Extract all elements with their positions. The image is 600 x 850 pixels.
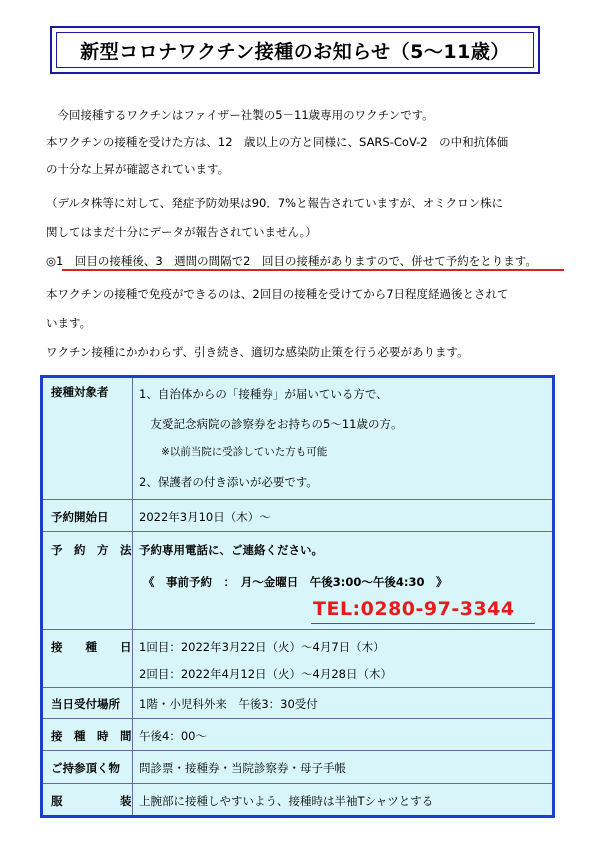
- table-row-method: [43, 531, 552, 629]
- row-content: [133, 719, 552, 750]
- target-line: 2、保護者の付き添いが必要です。: [139, 475, 318, 489]
- reservation-hours: 《 事前予約 ： 月～金曜日 午後3:00～午後4:30 》: [143, 575, 448, 589]
- items-to-bring: 問診票・接種券・当院診察券・母子手帳: [139, 761, 346, 775]
- start-date: 2022年3月10日（木）～: [139, 510, 271, 524]
- dose-2-dates: 2回目：2022年4月12日（火）～4月28日（木）: [139, 667, 392, 681]
- info-table: [40, 375, 555, 818]
- row-content: [133, 630, 552, 687]
- row-content: [133, 688, 552, 718]
- row-content: [133, 500, 552, 531]
- vaccination-time: 午後4：00～: [139, 729, 207, 743]
- method-line: 予約専用電話に、ご連絡ください。: [139, 543, 323, 557]
- page-title: 新型コロナワクチン接種のお知らせ（5～11歳）: [56, 32, 534, 68]
- table-row-start: [43, 499, 552, 531]
- important-notice: ◎1 回目の接種後、3 週間の間隔で2 回目の接種がありますので、併せて予約をとります。: [46, 254, 537, 268]
- row-content: [133, 751, 552, 783]
- row-label: 当日受付場所: [43, 688, 133, 718]
- title-frame: [50, 26, 540, 74]
- table-row-bring: [43, 750, 552, 783]
- paragraph-line: （デルタ株等に対して、発症予防効果は90．7%と報告されていますが、オミクロン株に: [46, 196, 504, 210]
- row-content: [133, 784, 552, 815]
- row-label: 接種対象者: [43, 378, 133, 499]
- target-note: ※以前当院に受診していた方も可能: [161, 446, 328, 458]
- row-content: [133, 378, 552, 499]
- phone-underline: [311, 623, 535, 624]
- table-row-dates: [43, 629, 552, 687]
- paragraph-line: ワクチン接種にかかわらず、引き続き、適切な感染防止策を行う必要があります。: [46, 345, 469, 359]
- row-label: 服 装: [43, 784, 133, 815]
- row-label: 接 種 時 間: [43, 719, 133, 750]
- table-row-clothes: [43, 783, 552, 815]
- row-label: 予 約 方 法: [43, 532, 133, 629]
- row-label: 接 種 日: [43, 630, 133, 687]
- paragraph-line: 今回接種するワクチンはファイザー社製の5－11歳専用のワクチンです。: [46, 108, 434, 122]
- paragraph-line: 本ワクチンの接種を受けた方は、12 歳以上の方と同様に、SARS-CoV-2 の中和抗体価: [46, 135, 509, 149]
- clothing-note: 上腕部に接種しやすいよう、接種時は半袖Tシャツとする: [139, 794, 434, 808]
- phone-number: TEL:0280-97-3344: [313, 598, 515, 620]
- paragraph-line: います。: [46, 316, 92, 330]
- paragraph-line: の十分な上昇が確認されています。: [46, 162, 230, 176]
- target-line: 友愛記念病院の診察券をお持ちの5～11歳の方。: [139, 417, 403, 431]
- table-row-reception: [43, 687, 552, 718]
- row-content: [133, 532, 552, 629]
- notice-underline: [62, 269, 564, 271]
- table-row-time: [43, 718, 552, 750]
- row-label: ご持参頂く物: [43, 751, 133, 783]
- table-row-target: [43, 378, 552, 499]
- paragraph-line: 本ワクチンの接種で免疫ができるのは、2回目の接種を受けてから7日程度経過後とされて: [46, 287, 509, 301]
- row-label: 予約開始日: [43, 500, 133, 531]
- dose-1-dates: 1回目：2022年3月22日（火）～4月7日（木）: [139, 640, 385, 654]
- paragraph-line: 関してはまだ十分にデータが報告されていません。）: [46, 225, 317, 239]
- reception-place: 1階・小児科外来 午後3：30受付: [139, 697, 318, 711]
- target-line: 1、自治体からの「接種券」が届いている方で、: [139, 387, 388, 401]
